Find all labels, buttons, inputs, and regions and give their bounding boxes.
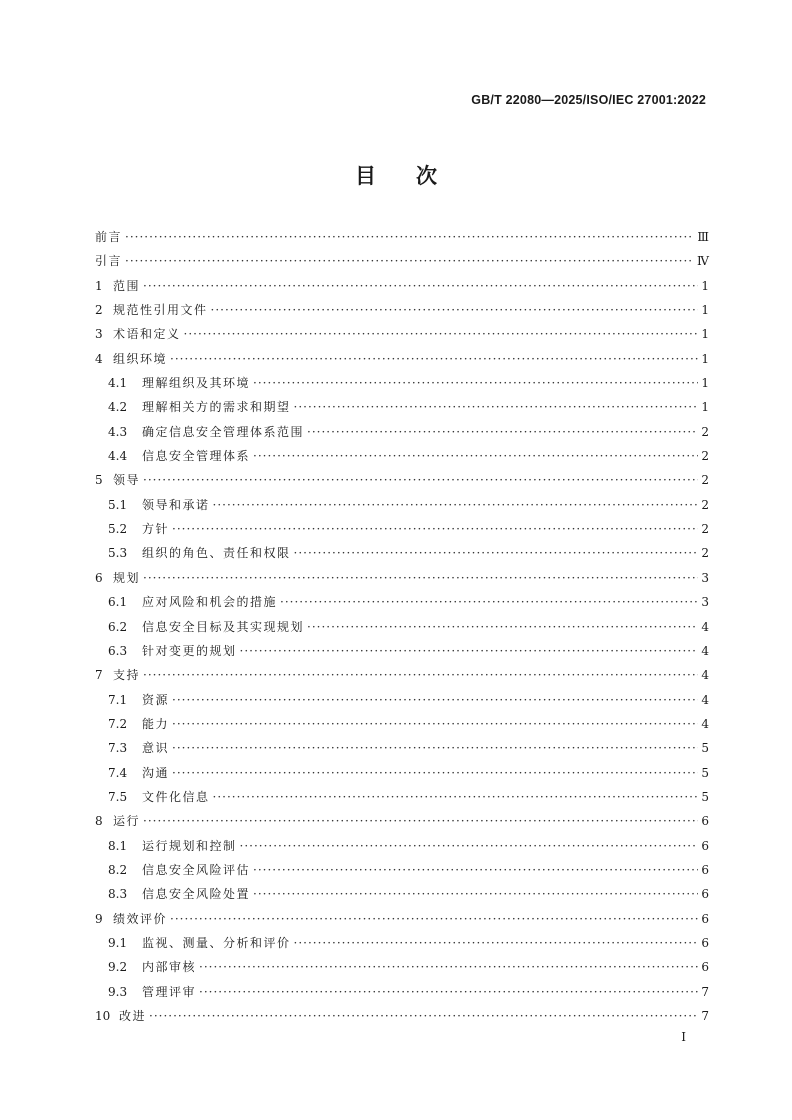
toc-leader-dots [143,468,698,492]
toc-leader-dots [125,249,694,273]
toc-entry[interactable] [95,468,709,492]
toc-entry-title: 监视、测量、分析和评价 [142,935,291,950]
toc-leader-dots [253,444,698,468]
page-number: I [681,1030,686,1044]
toc-leader-dots [280,590,698,614]
toc-entry-title: 信息安全目标及其实现规划 [142,619,305,634]
toc-entry-page: 2 [701,449,709,464]
toc-entry-page: 4 [701,619,709,634]
toc-leader-dots [213,493,698,517]
toc-entry-page: 4 [701,643,709,658]
toc-entry-title: 针对变更的规划 [142,643,237,658]
toc-leader-dots [294,541,698,565]
toc-entry-number: 6.3 [108,643,128,658]
toc-entry[interactable] [95,274,709,298]
toc-entry-title: 方针 [142,522,170,537]
toc-leader-dots [240,639,698,663]
toc-entry-number: 9 [95,911,103,926]
toc-entry-number: 8.1 [108,838,128,853]
toc-entry-title: 组织的角色、责任和权限 [142,546,291,561]
toc-entry[interactable] [95,834,709,858]
toc-entry[interactable] [95,688,709,712]
toc-entry[interactable] [95,225,709,249]
toc-entry-number: 9.1 [108,935,128,950]
toc-entry-title: 运行 [113,814,141,829]
toc-entry-page: 2 [701,546,709,561]
toc-leader-dots [211,298,698,322]
toc-entry-title: 领导和承诺 [142,497,210,512]
toc-entry-page: Ⅲ [697,230,709,244]
toc-entry-page: 2 [701,522,709,537]
toc-entry-page: 1 [701,400,709,415]
toc-leader-dots [143,663,698,687]
toc-entry-title: 文件化信息 [142,789,210,804]
toc-leader-dots [172,761,698,785]
toc-entry-page: Ⅳ [697,254,709,269]
toc-entry-number: 8.2 [108,862,128,877]
toc-entry-title: 资源 [142,692,170,707]
toc-leader-dots [307,615,698,639]
toc-entry-number: 4.3 [108,424,128,439]
toc-leader-dots [172,712,698,736]
toc-leader-dots [172,688,698,712]
toc-entry-title: 确定信息安全管理体系范围 [142,424,305,439]
toc-leader-dots [143,274,698,298]
toc-entry-title: 术语和定义 [113,327,181,342]
toc-entry[interactable] [95,493,709,517]
toc-entry-title: 管理评审 [142,984,197,999]
toc-entry[interactable] [95,298,709,322]
toc-leader-dots [213,785,698,809]
toc-leader-dots [172,736,698,760]
toc-entry-page: 6 [701,887,709,902]
toc-entry-page: 6 [701,862,709,877]
toc-leader-dots [199,955,698,979]
toc-entry-title: 信息安全管理体系 [142,449,251,464]
toc-entry-number: 2 [95,303,103,318]
toc-entry-title: 领导 [113,473,141,488]
toc-entry-page: 6 [701,911,709,926]
toc-entry-page: 2 [701,473,709,488]
toc-entry-number: 4.2 [108,400,128,415]
toc-entry-title: 能力 [142,716,170,731]
standard-code: GB/T 22080—2025/ISO/IEC 27001:2022 [471,93,706,107]
toc-entry-page: 7 [701,1009,709,1023]
toc-entry[interactable] [95,541,709,565]
toc-entry-page: 5 [701,741,709,756]
toc-entry-number: 3 [95,327,103,342]
toc-entry[interactable] [95,882,709,906]
toc-entry-title: 意识 [142,741,170,756]
toc-entry-title: 理解组织及其环境 [142,376,251,391]
toc-leader-dots [199,980,698,1004]
toc-entry-number: 4 [95,351,103,366]
toc-entry-title: 改进 [119,1009,147,1023]
toc-entry-page: 3 [701,570,709,585]
toc-entry-title: 运行规划和控制 [142,838,237,853]
toc-entry[interactable] [95,590,709,614]
toc-entry-number: 5.3 [108,546,128,561]
toc-entry-number: 1 [95,278,103,293]
toc-entry-number: 7.1 [108,692,128,707]
toc-entry[interactable] [95,322,709,346]
toc-leader-dots [253,858,698,882]
toc-entry-page: 2 [701,424,709,439]
toc-entry-number: 5.1 [108,497,128,512]
toc-entry-page: 6 [701,935,709,950]
toc-leader-dots [240,834,698,858]
toc-entry-number: 7 [95,668,103,683]
toc-entry[interactable] [95,955,709,979]
toc-leader-dots [170,347,698,371]
toc-entry[interactable] [95,858,709,882]
page-title: 目次 [355,164,477,188]
toc-entry[interactable] [95,639,709,663]
toc-entry-number: 8.3 [108,887,128,902]
table-of-contents [95,225,709,1028]
toc-entry-title: 范围 [113,278,141,293]
toc-entry-page: 3 [701,595,709,610]
toc-entry[interactable] [95,566,709,590]
toc-entry-page: 6 [701,960,709,975]
toc-entry-number: 6.1 [108,595,128,610]
toc-entry-title: 前言 [95,230,123,244]
toc-entry-number: 7.5 [108,789,128,804]
toc-entry-title: 规划 [113,570,141,585]
toc-entry[interactable] [95,1004,709,1028]
toc-entry-number: 10 [95,1009,111,1023]
toc-entry-number: 4.4 [108,449,128,464]
toc-entry-number: 4.1 [108,376,128,391]
toc-entry[interactable] [95,931,709,955]
toc-entry[interactable] [95,347,709,371]
toc-entry-title: 引言 [95,254,123,269]
toc-entry-number: 5.2 [108,522,128,537]
toc-entry[interactable] [95,980,709,1004]
toc-entry-page: 1 [701,376,709,391]
toc-entry-number: 7.3 [108,741,128,756]
toc-entry-number: 7.2 [108,716,128,731]
toc-entry-page: 7 [701,984,709,999]
toc-leader-dots [143,566,698,590]
toc-entry-number: 6 [95,570,103,585]
toc-entry-title: 沟通 [142,765,170,780]
toc-entry-page: 5 [701,765,709,780]
toc-entry-title: 理解相关方的需求和期望 [142,400,291,415]
toc-entry[interactable] [95,907,709,931]
toc-entry[interactable] [95,371,709,395]
toc-entry-title: 绩效评价 [113,911,168,926]
toc-entry-number: 9.2 [108,960,128,975]
toc-entry-number: 5 [95,473,103,488]
toc-entry-title: 信息安全风险评估 [142,862,251,877]
toc-leader-dots [149,1004,698,1028]
toc-entry-page: 4 [701,692,709,707]
toc-entry[interactable] [95,420,709,444]
toc-leader-dots [253,882,698,906]
toc-entry-title: 规范性引用文件 [113,303,208,318]
toc-leader-dots [125,225,694,249]
toc-entry[interactable] [95,395,709,419]
toc-entry[interactable] [95,444,709,468]
toc-entry-number: 8 [95,814,103,829]
toc-entry-page: 1 [701,278,709,293]
toc-entry-page: 4 [701,668,709,683]
toc-leader-dots [170,907,698,931]
toc-leader-dots [143,809,698,833]
toc-entry-page: 5 [701,789,709,804]
toc-entry-title: 信息安全风险处置 [142,887,251,902]
toc-entry-number: 7.4 [108,765,128,780]
toc-entry-title: 应对风险和机会的措施 [142,595,278,610]
toc-leader-dots [253,371,698,395]
toc-entry-title: 组织环境 [113,351,168,366]
toc-entry-number: 6.2 [108,619,128,634]
toc-entry[interactable] [95,736,709,760]
toc-entry-page: 6 [701,814,709,829]
toc-entry[interactable] [95,663,709,687]
toc-entry[interactable] [95,785,709,809]
toc-entry-title: 内部审核 [142,960,197,975]
toc-entry[interactable] [95,615,709,639]
toc-entry-number: 9.3 [108,984,128,999]
toc-entry-page: 1 [701,327,709,342]
toc-entry-page: 1 [701,303,709,318]
toc-entry-page: 6 [701,838,709,853]
toc-entry[interactable] [95,249,709,273]
toc-entry[interactable] [95,761,709,785]
toc-entry-page: 2 [701,497,709,512]
toc-leader-dots [294,395,698,419]
toc-entry-title: 支持 [113,668,141,683]
toc-leader-dots [307,420,698,444]
toc-entry-page: 1 [701,351,709,366]
toc-entry-page: 4 [701,716,709,731]
toc-leader-dots [184,322,698,346]
toc-entry[interactable] [95,712,709,736]
toc-entry[interactable] [95,809,709,833]
toc-leader-dots [172,517,698,541]
toc-leader-dots [294,931,698,955]
toc-entry[interactable] [95,517,709,541]
